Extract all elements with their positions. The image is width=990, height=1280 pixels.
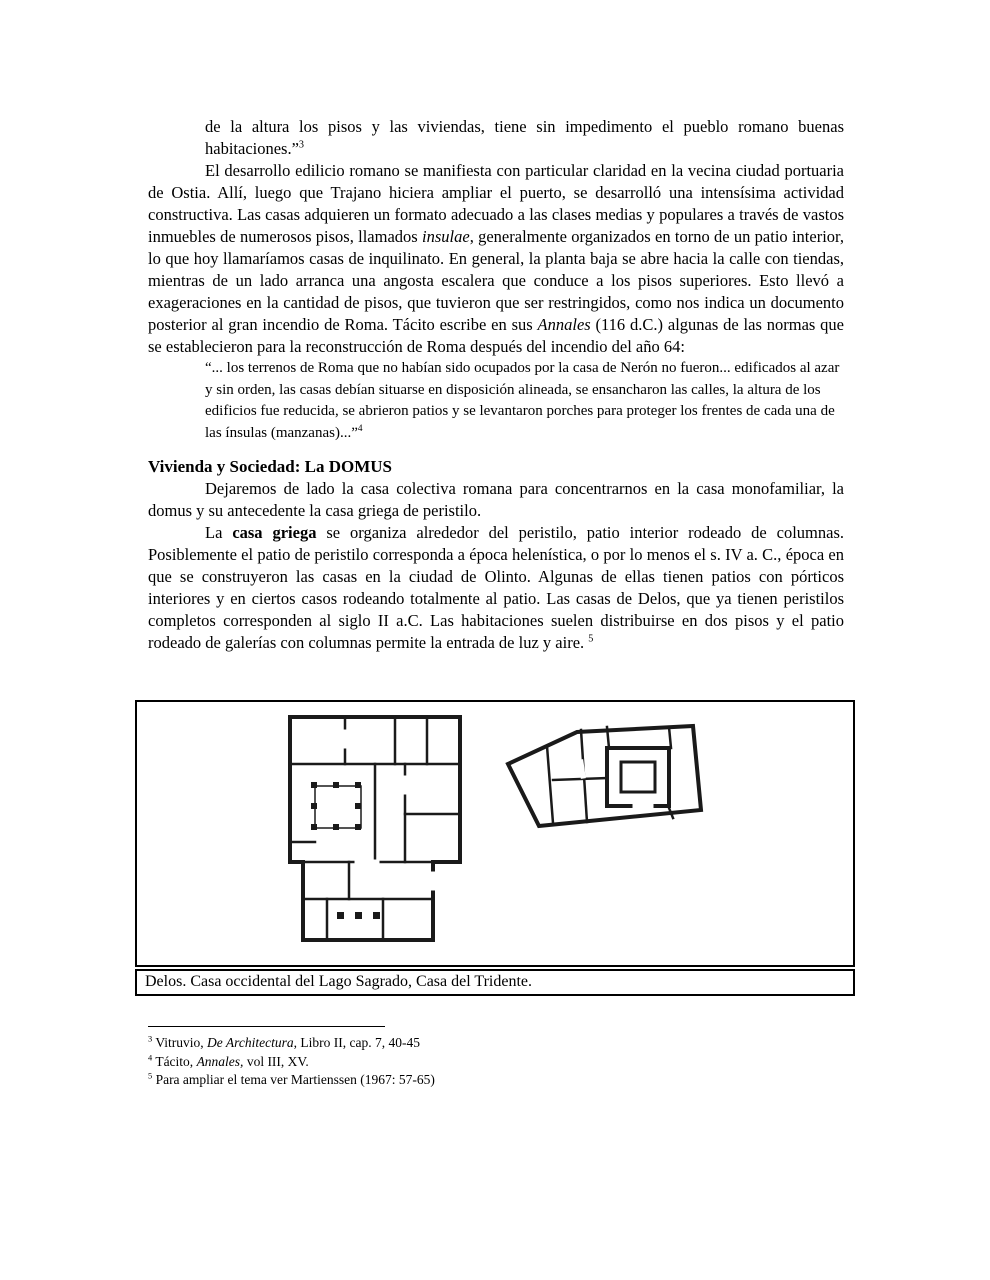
document-page	[145, 116, 844, 1090]
floor-plan-right	[508, 726, 701, 826]
footnote-ref-4: 4	[357, 423, 363, 434]
footnote-number: 4	[148, 1053, 153, 1062]
italic-insulae: insulae	[422, 227, 470, 246]
footnote-ref-5: 5	[588, 633, 594, 645]
figure-caption-text: Delos. Casa occidental del Lago Sagrado, Casa del Tridente.	[145, 973, 533, 990]
paragraph-casa-griega	[148, 522, 844, 654]
figure-floor-plans	[137, 702, 853, 965]
footnotes-section	[148, 1026, 844, 1090]
text-segment: , Libro II, cap. 7, 40-45	[293, 1035, 420, 1050]
bold-casa-griega: casa griega	[232, 523, 317, 542]
text-segment: La	[205, 523, 233, 542]
footnote-ref-3: 3	[298, 139, 305, 151]
door-openings-right	[581, 762, 651, 806]
text-segment: , generalmente organizados en torno de un patio interior, lo que hoy llamaríamos casas de inquilinato. En general, la planta baja se abre hacia la calle con tiendas, mientras de un lado arranca una angosta escalera que conduce a los pisos superiores. Esto llevó a exageraciones en la cantidad de pisos, que tuvieron que ser restringidos, como nos indica un documento posterior al gran incendio de Roma. Tácito escribe en sus	[148, 227, 844, 334]
column-marks-bottom	[337, 912, 380, 919]
continued-quote	[205, 116, 844, 160]
footnote-5	[148, 1071, 844, 1090]
italic-title: De Architectura	[207, 1035, 294, 1050]
text-segment: se organiza alrededor del peristilo, patio interior rodeado de columnas. Posiblemente el patio de peristilo corresponda a época helenística, o por lo menos el s. IV a. C., época en que se construyeron las casas en la ciudad de Olinto. Algunas de ellas tienen patios con pórticos interiores y en ciertos casos rodeando totalmente al patio. Las casas de Delos, que ya tienen peristilos completos corresponden al siglo II a.C. Las habitaciones suelen distribuirse en dos pisos y el patio rodeado de galerías con columnas permite la entrada de luz y aire.	[148, 523, 844, 652]
italic-title: Annales,	[196, 1053, 244, 1069]
text-segment: Para ampliar el tema ver Martienssen (1967: 57-65)	[152, 1072, 435, 1087]
text-segment: (116 d.C.) algunas de las normas que se establecieron para la reconstrucción de Roma después del incendio del año 64:	[148, 315, 844, 356]
text-segment: El desarrollo edilicio romano se manifiesta con particular claridad en la vecina ciudad portuaria de Ostia. Allí, luego que Trajano hiciera ampliar el puerto, se desarrolló una intensísima actividad constructiva. Las casas adquieren un formato adecuado a las clases medias y populares a través de vastos inmuebles de numerosos pisos, llamados	[148, 161, 844, 246]
italic-annales: Annales	[537, 315, 591, 334]
block-quote	[205, 358, 844, 444]
door-openings-left	[345, 732, 433, 888]
section-heading: Vivienda y Sociedad: La DOMUS	[148, 457, 393, 476]
peristyle-court-right-outer	[607, 748, 669, 806]
floor-plan-left	[290, 717, 460, 940]
figure-box	[135, 700, 855, 967]
paragraph-domus: Dejaremos de lado la casa colectiva romana para concentrarnos en la casa monofamiliar, la domus y su antecedente la casa griega de peristilo.	[148, 479, 844, 520]
text-segment: de la altura los pisos y las viviendas, tiene sin impedimento el pueblo romano buenas habitaciones.”	[205, 117, 844, 158]
footnote-number: 5	[148, 1071, 153, 1081]
peristyle-court-left	[315, 786, 361, 828]
footnote-4	[148, 1053, 844, 1072]
peristyle-columns	[311, 782, 361, 830]
peristyle-court-right-inner	[621, 762, 655, 792]
text-segment: vol III, XV.	[243, 1053, 309, 1069]
footnote-3	[148, 1034, 844, 1053]
footnote-divider	[148, 1026, 385, 1027]
text-segment: Tácito,	[152, 1053, 197, 1069]
footnote-number: 3	[148, 1034, 153, 1044]
figure-caption	[135, 969, 855, 996]
text-segment: “... los terrenos de Roma que no habían sido ocupados por la casa de Nerón no fueron... edificados al azar y sin orden, las casas debían situarse en disposición alineada, se ensancharon las calles, la altura de los edificios fue reducida, se abrieron patios y se levantaron porches para proteger los frentes de cada una de las ínsulas (manzanas)...”	[205, 360, 840, 441]
text-segment: Vitruvio,	[152, 1035, 208, 1050]
paragraph-ostia	[148, 160, 844, 358]
